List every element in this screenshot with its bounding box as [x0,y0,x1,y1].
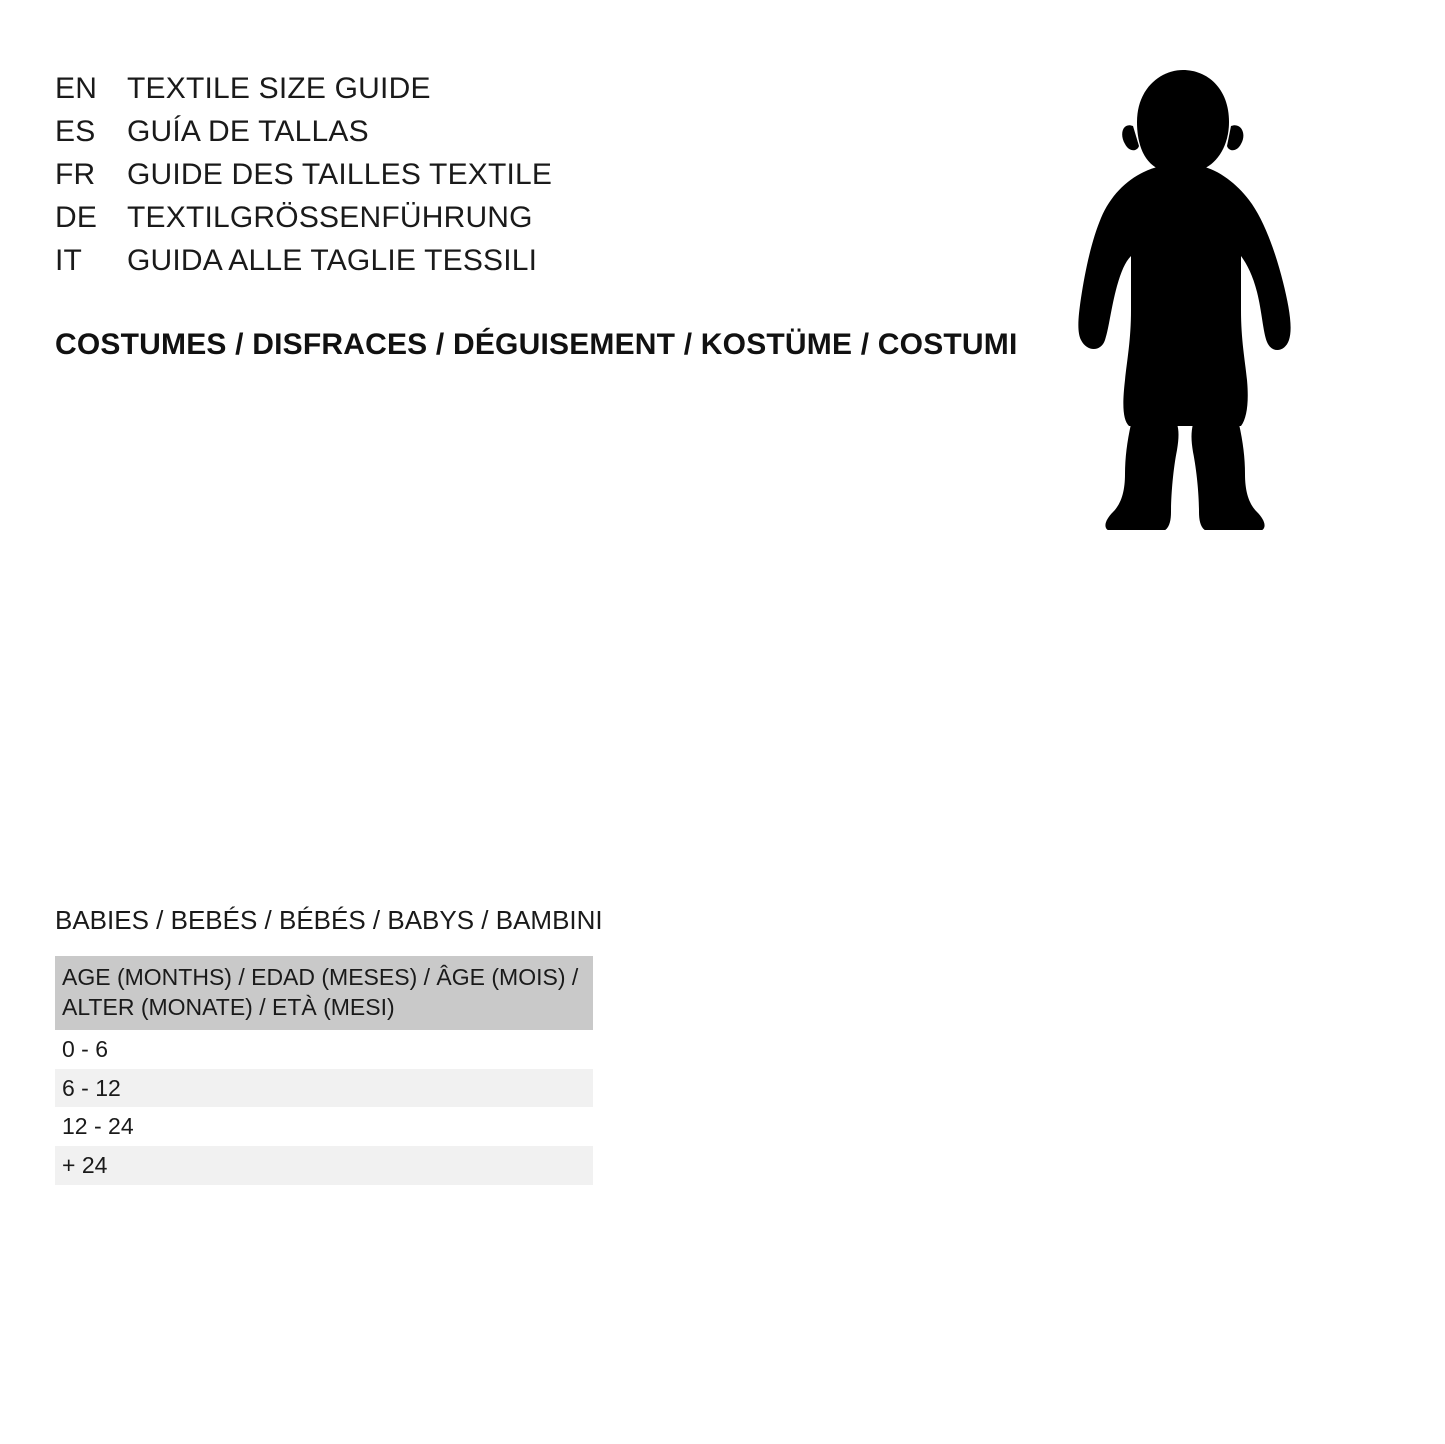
size-table-section [55,905,603,1185]
language-row [55,72,552,115]
category-heading: COSTUMES / DISFRACES / DÉGUISEMENT / KOSTÜME / COSTUMI [55,328,1018,361]
table-body [55,1030,593,1185]
table-header-row [55,956,593,1030]
table-title: BABIES / BEBÉS / BÉBÉS / BABYS / BAMBINI [55,905,603,935]
language-list [55,72,552,287]
language-row [55,158,552,201]
language-row [55,115,552,158]
language-row [55,244,552,287]
table-row [55,1107,593,1146]
baby-silhouette-icon [1065,60,1295,530]
size-table [55,956,593,1185]
language-code: ES [55,115,96,148]
table-row [55,1069,593,1108]
age-range-cell: 12 - 24 [55,1107,593,1146]
table-header [55,956,593,1030]
age-range-cell: + 24 [55,1146,593,1185]
language-title: TEXTILE SIZE GUIDE [127,72,431,105]
language-title: GUÍA DE TALLAS [127,115,369,148]
age-range-cell: 0 - 6 [55,1030,593,1069]
language-title: GUIDE DES TAILLES TEXTILE [127,158,553,191]
language-code: FR [55,158,96,191]
language-code: IT [55,244,83,277]
table-row [55,1146,593,1185]
language-code: DE [55,201,98,234]
language-code: EN [55,72,98,105]
age-range-cell: 6 - 12 [55,1069,593,1108]
table-row [55,1030,593,1069]
language-title: TEXTILGRÖSSENFÜHRUNG [127,201,533,234]
language-row [55,201,552,244]
column-header-age: AGE (MONTHS) / EDAD (MESES) / ÂGE (MOIS) / ALTER (MONATE) / ETÀ (MESI) [55,956,593,1030]
language-title: GUIDA ALLE TAGLIE TESSILI [127,244,538,277]
